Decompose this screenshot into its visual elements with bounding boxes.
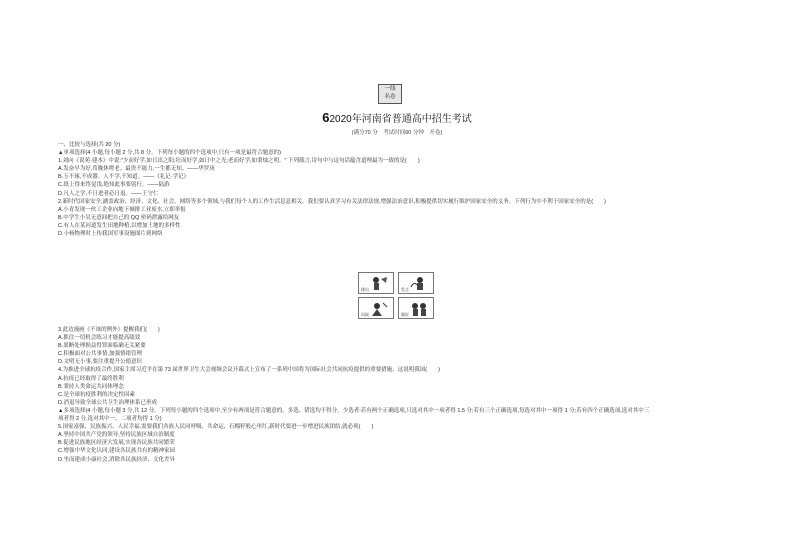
panel-caption: 做好 <box>401 312 409 317</box>
text-line: D.凡人之学,不日进者必日退。——王守仁 <box>58 190 159 197</box>
title-text: 2020年河南省普通高中招生考试 <box>329 114 472 125</box>
text-line: C.纸上得来终觉浅,绝知此事要躬行。——陆游 <box>58 182 170 189</box>
text-line: A.发奋早为好,苟晚休嗟老。最贵不能力,一生都无知。——华罗庚 <box>58 166 215 173</box>
text-line: C.增强中华文化认同,建设各民族共有的精神家园 <box>58 448 176 455</box>
panel-caption: 发言 <box>401 287 409 292</box>
section-bottom <box>58 326 748 464</box>
text-line: C.是全球抗疫胜利的决定性因素 <box>58 391 136 398</box>
cartoon-panel <box>398 297 434 319</box>
figure-illustration-icon <box>368 275 390 292</box>
text-line: D.坐而建成小康社会,消除各民族经济、文化差异 <box>58 456 176 463</box>
text-line: D.文明无小事,要注重提升公德意识 <box>58 359 143 366</box>
text-line: 3.此边漫画《不该的例外》提醒我们( ) <box>58 327 160 333</box>
text-line: B.中学生小吴无意间把自己的 QQ 密码泄露给网友 <box>58 214 180 221</box>
cartoon-panel <box>398 272 434 294</box>
stamp-line-1: 一线 <box>384 86 396 92</box>
text-line: ▲单项选择(4 小题,每小题 2 分,共 8 分。下列每小题的四个选项中,只有一项是最符合题意的) <box>58 150 282 157</box>
page-title <box>0 110 794 125</box>
panel-caption: 排出 <box>361 287 369 292</box>
text-line: A.抓住一切机会练习才能提高绩效 <box>58 335 141 342</box>
text-line: A.小青发现一伙工企业向地下倾排工业废水,立即举报 <box>58 206 186 213</box>
stamp-line-2: 名卷 <box>384 94 396 100</box>
text-line: D.消退导致全球公共卫生治理体系已形成 <box>58 399 158 406</box>
logo-stamp <box>378 84 402 104</box>
figure-illustration-icon <box>408 275 430 292</box>
text-line: B.秉持人类命运共同体理念 <box>58 383 124 390</box>
text-line: 一、比较与选择(共 20 分) <box>58 142 121 148</box>
text-line: B.促进民族地区经济大发展,实现各民族共同繁荣 <box>58 440 175 447</box>
text-line: 5.国家富强、民族振兴、人民幸福,需要我们各族人民同呼吸、共命运、石榴籽般心里红,新时代要进一步增进民族团结,就必须( ) <box>58 424 374 431</box>
text-line: C.有人在某河道发生田地种植,以增加土地的多样性 <box>58 222 181 229</box>
cartoon-panel <box>358 272 394 294</box>
text-line: 1.刘向《说苑·建本》中说:"少而好学,如日出之阳;壮而好学,如日中之光;老而好学,如秉烛之明。" 下列箴言,诗句中与这句话蕴含道理最为一致的是( ) <box>58 158 420 165</box>
text-line: 4.为推进全球抗疫合作,国家主席习近平在第 73 届世界卫生大会视频会议开幕式上宣布了一系列中国将为国际社会共同抗疫提供的重要措施。这说明我国( ) <box>58 367 440 374</box>
text-line: ▲多项选择(4 小题,每小题 3 分,共 12 分。下列每小题的四个选项中,至少有两项是符合题意的。多选、错选均不得分。少选者:若有两个正确选项,只选对其中一项者得 1.5 分;若有三个正确选项,每选对其中一项得 1 分;若有四个正确选项,选对其中三 <box>58 407 650 414</box>
text-line: A.抗疫已经取得了最终胜利 <box>58 375 124 382</box>
title-number: 6 <box>322 110 330 125</box>
text-line: 2.新时代国家安全,涵盖政治、经济、文化、社会、网络等多个领域,与我们每个人的工作生活息息相关。我们要认真学习有关法律法规,增强法治意识,积极提供切实履行维护国家安全的义务。下列行为中不利于国家安全的是( ) <box>58 198 606 205</box>
section-top <box>58 141 748 238</box>
text-line: B.果断处理损益得罪面临确无关紧要 <box>58 343 146 350</box>
figure-illustration-icon <box>408 300 430 317</box>
text-line: B.玉不琢,不成器。人不学,不知道。——《礼记·学记》 <box>58 174 190 181</box>
cartoon-panel <box>358 297 394 319</box>
figure-illustration-icon <box>368 300 390 317</box>
exam-info: (满分70 分 考试时间60 分钟 开卷) <box>351 130 443 136</box>
text-line: C.积极面对公共事情,加强情绪管理 <box>58 351 143 358</box>
text-line: A.坚持中国共产党的领导,坚持民族区域自治制度 <box>58 432 175 439</box>
cartoon-figure <box>358 272 436 320</box>
panel-caption: 问候 <box>361 312 369 317</box>
text-line: 项者得 2 分,选对其中一、二项者均得 1 分) <box>58 416 162 423</box>
text-line: D.小杨物理时上传我国军事设施图片到网络 <box>58 231 163 238</box>
